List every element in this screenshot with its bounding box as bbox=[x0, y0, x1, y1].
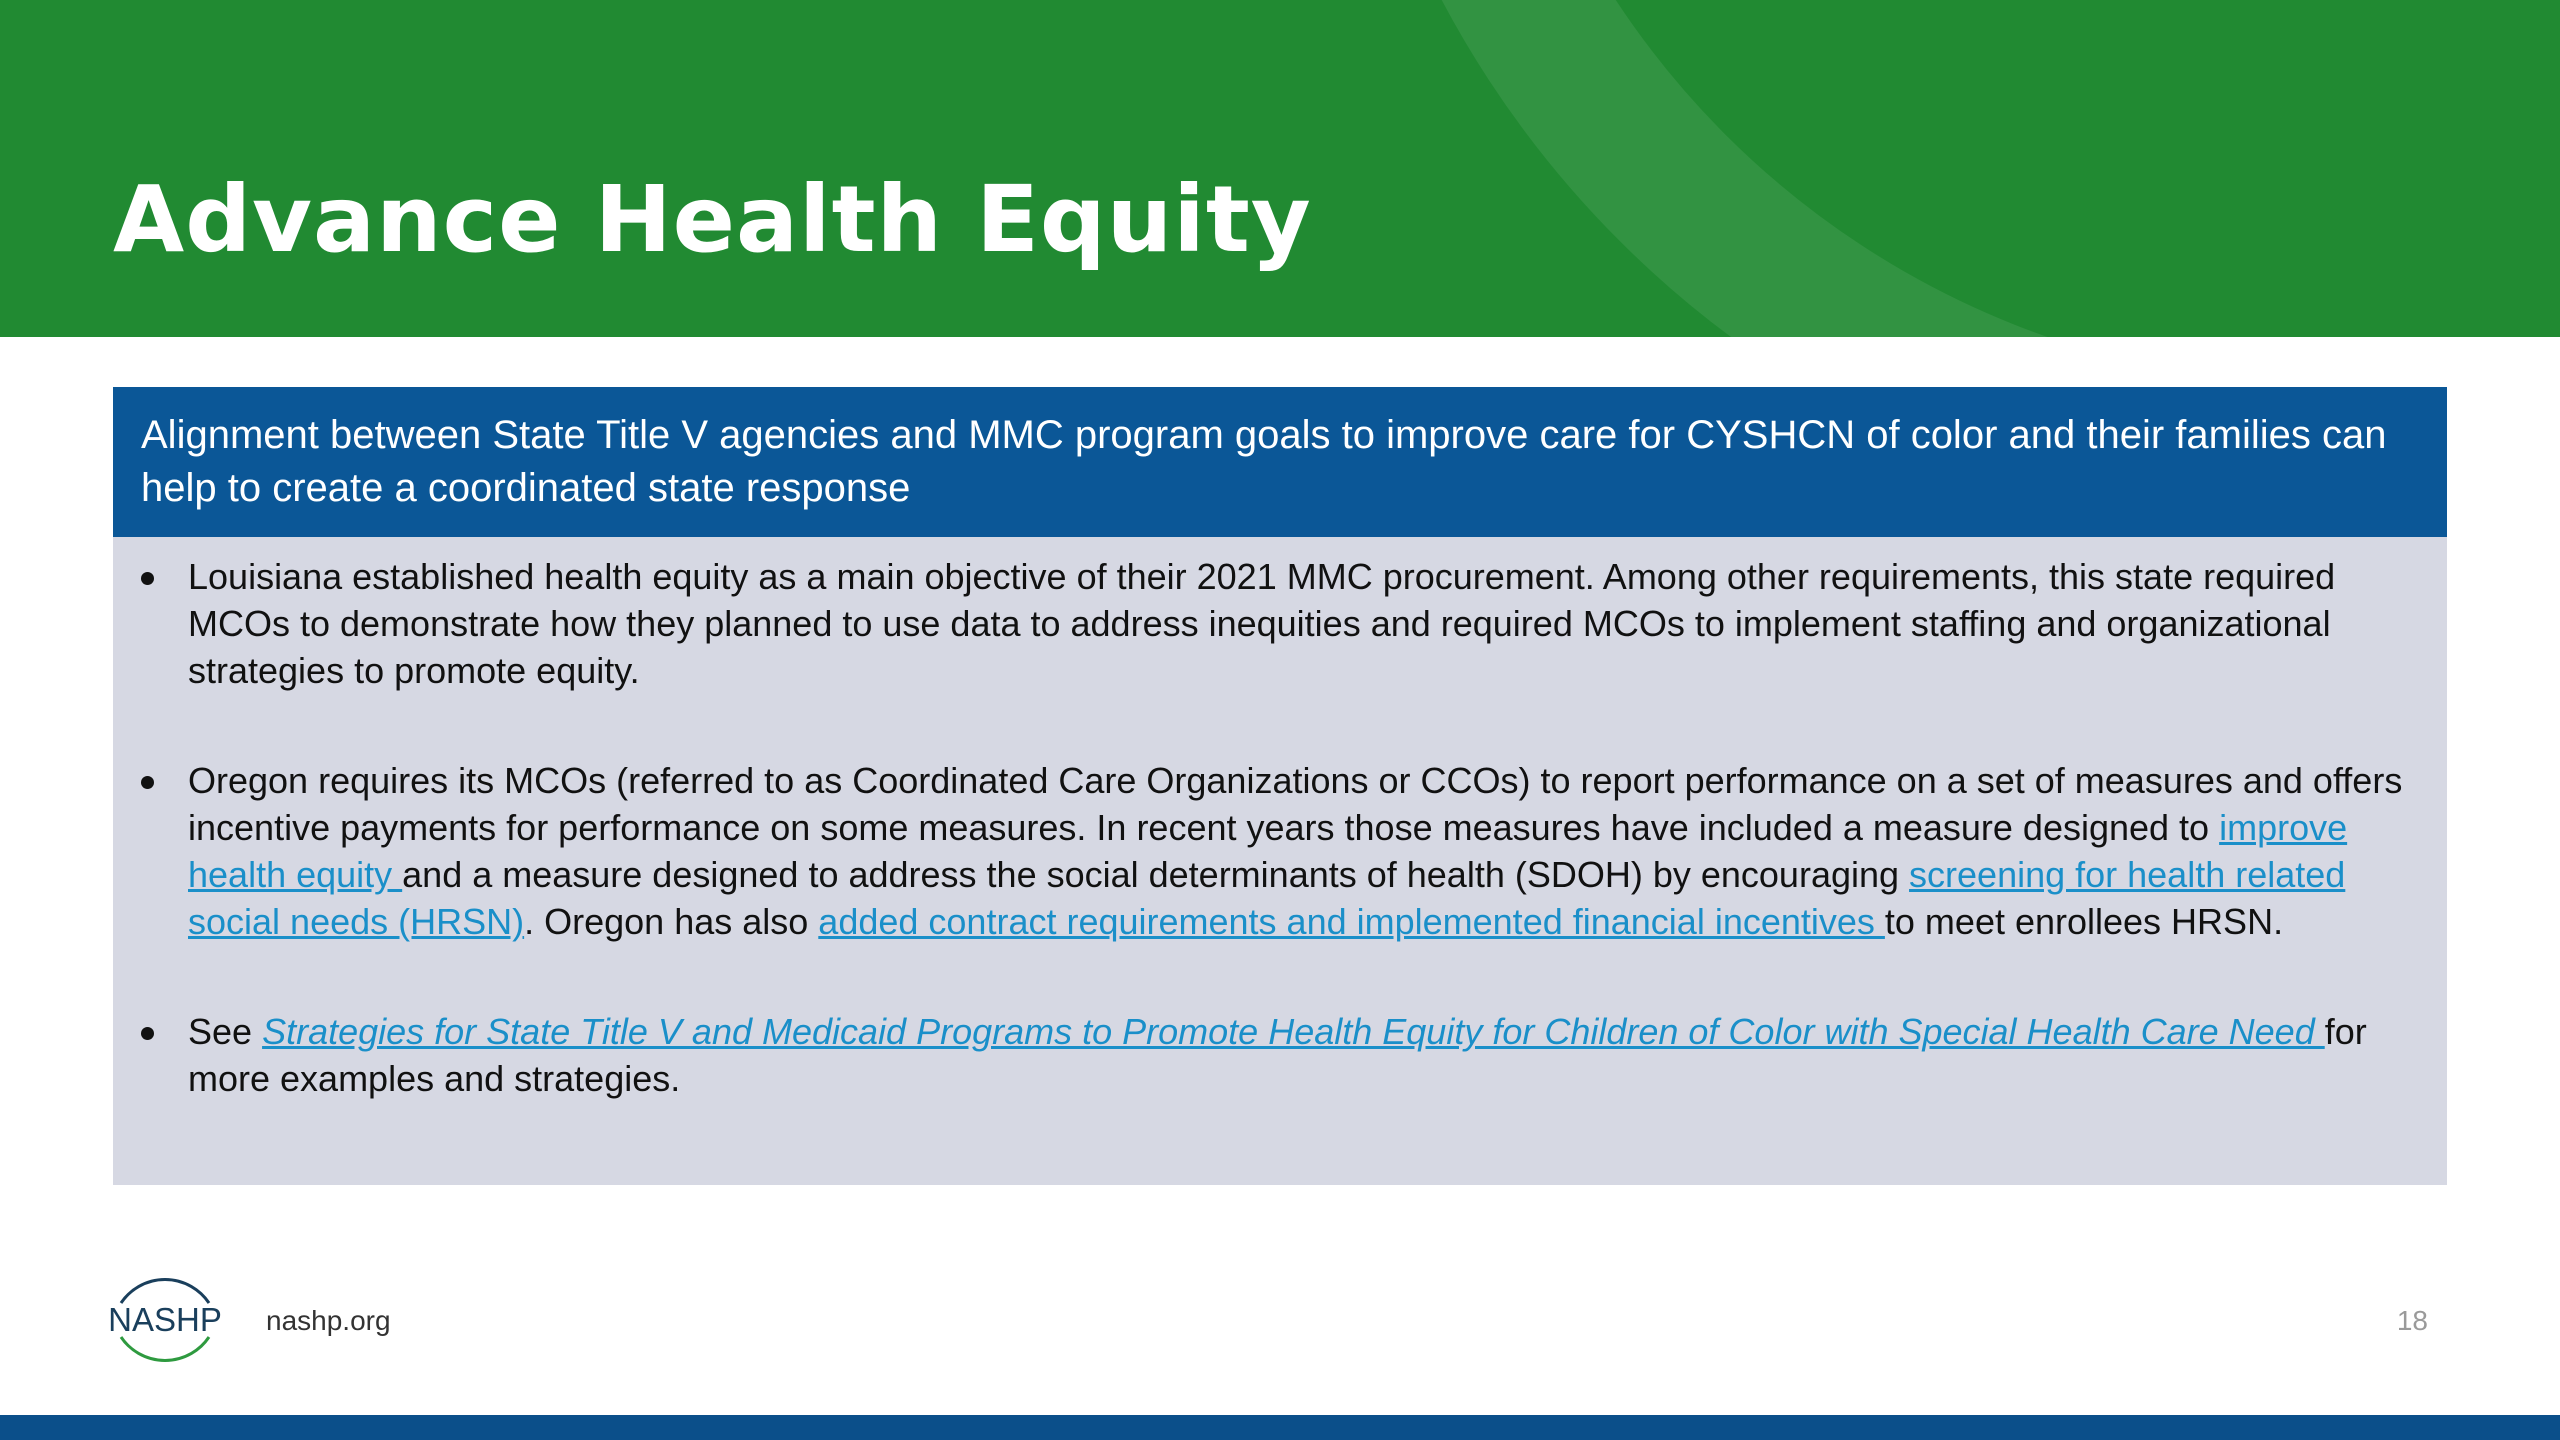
bullet-dot-icon bbox=[141, 1027, 154, 1040]
bullet-text: Oregon requires its MCOs (referred to as Coordinated Care Organizations or CCOs) to report performance on a set of measures and offers incentive payments for performance on some measures. In recent years those measures have included a measure designed to bbox=[188, 760, 2403, 848]
strategies-report-link[interactable]: Strategies for State Title V and Medicaid Programs to Promote Health Equity for Children of Color with Special Health Care Need bbox=[262, 1011, 2325, 1052]
bullet-text: See bbox=[188, 1011, 263, 1052]
bullet-dot-icon bbox=[141, 776, 154, 789]
bullet-text: to meet enrollees HRSN. bbox=[1884, 901, 2284, 942]
site-url: nashp.org bbox=[266, 1305, 391, 1336]
bullet-oregon bbox=[133, 757, 2423, 945]
hrsn-screening-link[interactable]: screening for health related social needs (HRSN) bbox=[188, 854, 2346, 942]
bullet-text: . Oregon has also bbox=[524, 901, 819, 942]
content-panel bbox=[113, 387, 2447, 1185]
page-number: 18 bbox=[2396, 1305, 2428, 1336]
bullet-dot-icon bbox=[141, 572, 154, 585]
summary-banner: Alignment between State Title V agencies and MMC program goals to improve care for CYSHCN of color and their families can help to create a coordinated state response bbox=[113, 387, 2447, 537]
bullet-list bbox=[133, 553, 2423, 1165]
slide-title: Advance Health Equity bbox=[113, 166, 1312, 273]
bullet-text: for more examples and strategies. bbox=[188, 1011, 2367, 1099]
bullet-see-strategies bbox=[133, 1008, 2423, 1102]
header-banner bbox=[0, 0, 2560, 337]
contract-requirements-link[interactable]: added contract requirements and implemented financial incentives bbox=[818, 901, 1885, 942]
nashp-logo bbox=[105, 1265, 225, 1375]
improve-health-equity-link[interactable]: improve health equity bbox=[188, 807, 2348, 895]
bullet-text: and a measure designed to address the social determinants of health (SDOH) by encouraging bbox=[402, 854, 1910, 895]
bullet-louisiana bbox=[133, 553, 2423, 694]
footer-bar bbox=[0, 1415, 2560, 1440]
bullet-text: Louisiana established health equity as a main objective of their 2021 MMC procurement. Among other requirements, this state required MCOs to demonstrate how they planned to use data to address inequities and required MCOs to implement staffing and organizational strategies to promote equity. bbox=[188, 556, 2336, 691]
logo-text: NASHP bbox=[108, 1301, 222, 1338]
